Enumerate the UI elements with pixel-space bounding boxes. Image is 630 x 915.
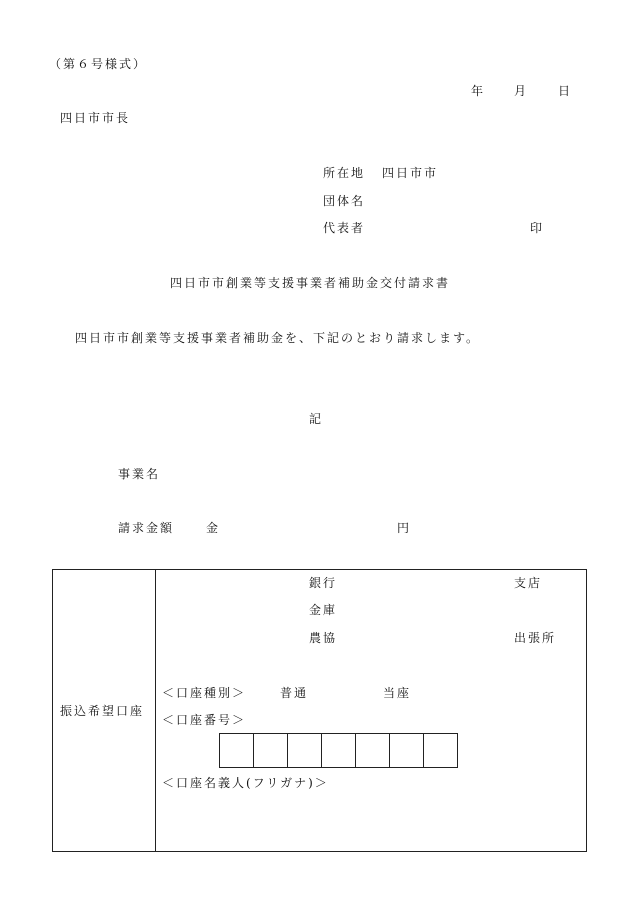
shinkin-label: 金庫 [309,603,338,617]
rep-label: 代表者 [323,221,366,235]
business-name-label: 事業名 [118,467,161,481]
seal-mark: 印 [530,221,545,235]
account-type-current: 当座 [383,686,412,700]
account-number-cell[interactable] [355,733,390,768]
document-title: 四日市市創業等支援事業者補助金交付請求書 [170,276,451,290]
form-number: （第６号様式） [49,57,148,71]
account-holder-label: ＜口座名義人(フリガナ)＞ [162,776,329,790]
nokyo-label: 農協 [309,631,338,645]
account-number-label: ＜口座番号＞ [162,713,247,727]
date-day: 日 [558,84,573,98]
account-number-cells [219,733,458,768]
amount-label: 請求金額 [118,521,175,535]
account-number-cell[interactable] [219,733,254,768]
account-number-cell[interactable] [321,733,356,768]
account-box-divider [155,569,156,852]
addressee: 四日市市長 [60,111,131,125]
bank-label: 銀行 [309,576,338,590]
body-text: 四日市市創業等支援事業者補助金を、下記のとおり請求します。 [75,331,481,345]
org-label: 団体名 [323,194,366,208]
account-type-ordinary: 普通 [280,686,309,700]
account-number-cell[interactable] [253,733,288,768]
branch-label: 支店 [514,576,543,590]
amount-suffix: 円 [397,521,412,535]
account-section-label: 振込希望口座 [60,704,145,718]
account-number-cell[interactable] [287,733,322,768]
address-value: 四日市市 [382,166,439,180]
date-year: 年 [471,84,486,98]
amount-prefix: 金 [206,521,221,535]
account-number-cell[interactable] [389,733,424,768]
address-label: 所在地 [323,166,366,180]
ki-heading: 記 [309,412,324,426]
date-month: 月 [514,84,529,98]
account-type-label: ＜口座種別＞ [162,686,247,700]
account-number-cell[interactable] [423,733,458,768]
branch-office-label: 出張所 [514,631,557,645]
